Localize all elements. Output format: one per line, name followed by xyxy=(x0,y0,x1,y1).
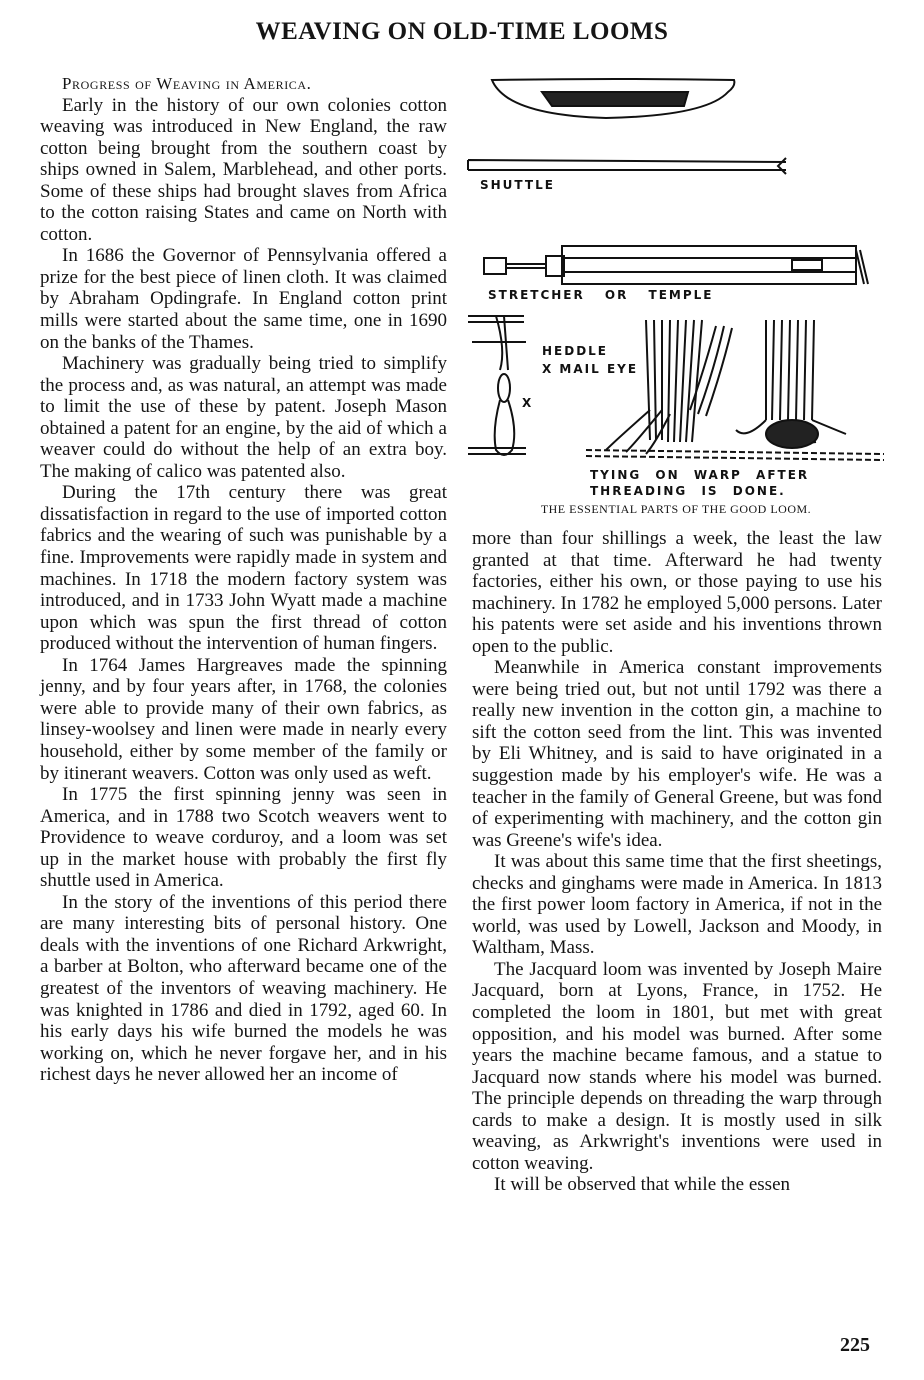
paragraph: During the 17th century there was great dissatisfaction in regard to the use of imported cotton fabrics and the wearing of such was punishable by a fine. Improvements were rapidly made in system and machines. In 1718 the modern factory system was introduced, and in 1733 John Wyatt made a machine upon which was spun the first thread of cotton produced without the intervention of human fingers. xyxy=(40,482,447,655)
label-x: X xyxy=(522,396,534,410)
paragraph: In 1764 James Hargreaves made the spinning jenny, and by four years after, in 1768, the colonies were able to provide many of their own fabrics, as linsey-woolsey and linen were made in nearly every household, either by some member of the family or by itinerant weavers. Cotton was only used as weft. xyxy=(40,654,447,784)
paragraph: It was about this same time that the first sheetings, checks and ginghams were made in America. In 1813 the first power loom factory in America, if not in the world, was used by Lowell, Jackson and Moody, in Waltham, Mass. xyxy=(472,851,882,959)
paragraph: The Jacquard loom was invented by Joseph Maire Jacquard, born at Lyons, France, in 1752. He completed the loom in 1801, but met with great opposition, and his model was burned. After some years the machine became famous, and a statue to Jacquard now stands where his model was burned. The principle depends on threading the warp through cards to make a design. It is mostly used in silk weaving, as Arkwright's inventions were used in cotton weaving. xyxy=(472,958,882,1174)
paragraph: It will be observed that while the essen xyxy=(494,1174,791,1196)
paragraph: Early in the history of our own colonies cotton weaving was introduced in New England, the raw cotton being brought from the southern coast by ships owned in Salem, Marblehead, and other ports. Some of these ships had brought slaves from Africa to the cotton raising States and came on North with cotton. xyxy=(40,94,447,245)
left-column xyxy=(40,73,447,1086)
paragraph: Machinery was gradually being tried to simplify the process and, as was natural, an attempt was made to limit the use of these by patent. Joseph Mason obtained a patent for an engine, by the aid of which a weaver could do without the help of an extra boy. The making of calico was patented also. xyxy=(40,353,447,482)
label-shuttle: SHUTTLE xyxy=(480,178,555,192)
figure-caption: THE ESSENTIAL PARTS OF THE GOOD LOOM. xyxy=(540,502,812,516)
label-tying-line2: THREADING IS DONE. xyxy=(590,484,786,498)
paragraph: In 1686 the Governor of Pennsylvania offered a prize for the best piece of linen cloth. It was claimed by Abraham Opdingrafe. In England cotton print mills were started about the same time, one in 1690 on the banks of the Thames. xyxy=(40,245,447,353)
label-mail-eye: X MAIL EYE xyxy=(542,362,639,376)
paragraph: Meanwhile in America constant improvements were being tried out, but not until 1792 was there a really new invention in the cotton gin, a machine to sift the cotton seed from the lint. This was invented by Eli Whitney, and is said to have originated in a suggestion made by his employer's wife. He was a teacher in the family of General Greene, but was fond of experimenting with machinery, and the cotton gin was Greene's wife's idea. xyxy=(472,657,882,851)
label-stretcher: STRETCHER OR TEMPLE xyxy=(488,288,714,302)
paragraph: more than four shillings a week, the least the law granted at that time. Afterward he had twenty factories, either his own, or those paying to use his machinery. In 1782 he employed 5,000 persons. Later his patents were set aside and his inventions thrown open to the public. xyxy=(472,528,882,657)
label-tying-line1: TYING ON WARP AFTER xyxy=(590,468,810,482)
right-column xyxy=(472,528,882,1196)
loom-parts-figure xyxy=(466,70,886,522)
loom-parts-illustration xyxy=(466,70,886,502)
label-heddle: HEDDLE xyxy=(542,344,609,358)
section-heading: Progress of Weaving in America. xyxy=(62,74,312,93)
paragraph: In 1775 the first spinning jenny was seen in America, and in 1788 two Scotch weavers went to Providence to weave corduroy, and a loom was set up in the market house with probably the first fly shuttle used in America. xyxy=(40,784,447,892)
page-number: 225 xyxy=(840,1334,870,1356)
paragraph: In the story of the inventions of this period there are many interesting bits of personal history. One deals with the inventions of one Richard Arkwright, a barber at Bolton, who afterward became one of the greatest of the inventors of weaving machinery. He was knighted in 1786 and died in 1792, aged 60. In his early days his wife burned the models he was working on, which he never forgave her, and in his richest days he never allowed her an income of xyxy=(40,891,447,1086)
page-title: WEAVING ON OLD-TIME LOOMS xyxy=(255,18,669,45)
